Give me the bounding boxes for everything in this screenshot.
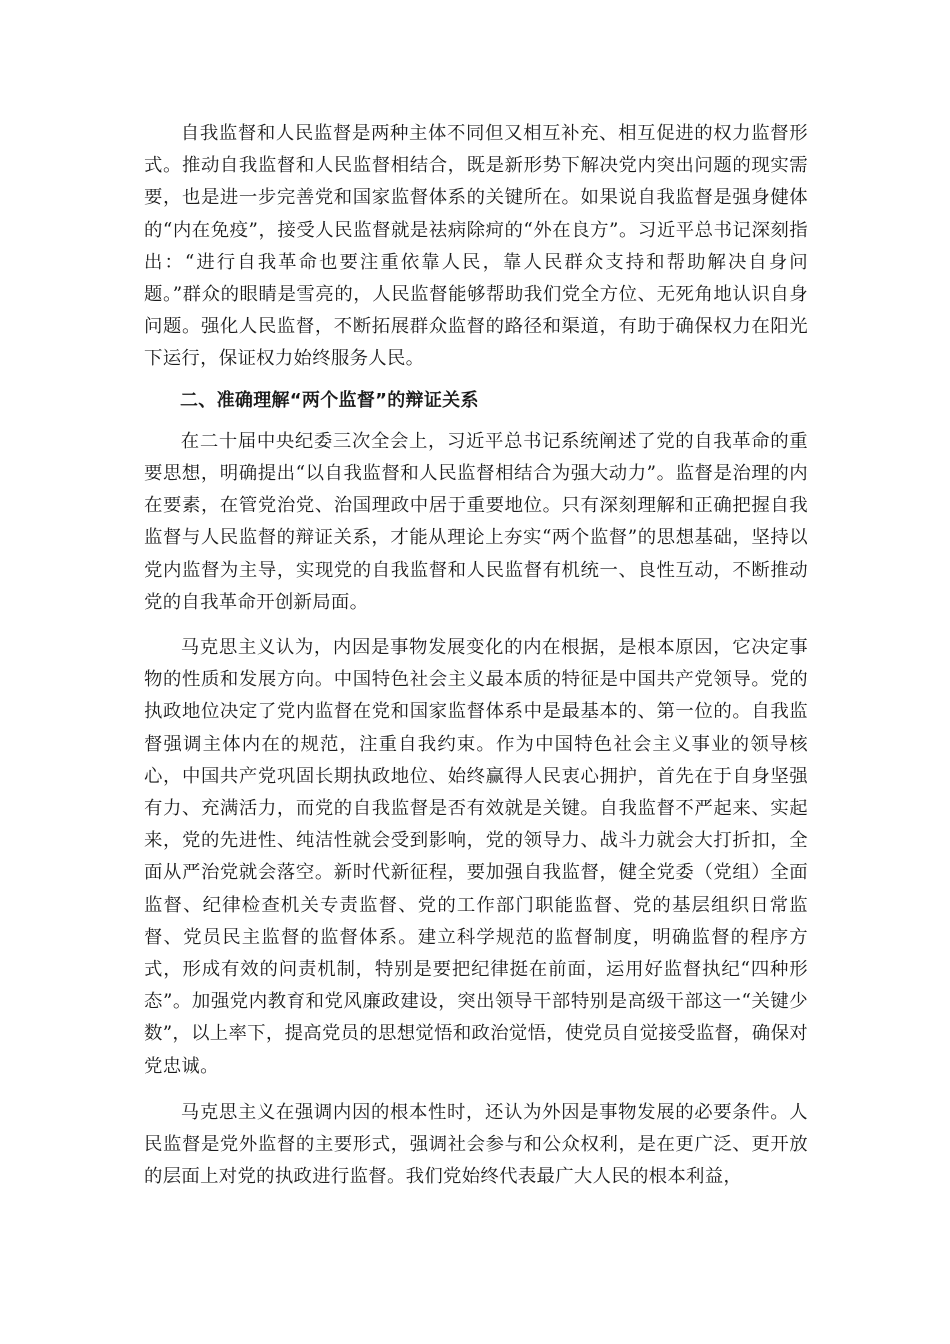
paragraph-self-and-people-supervision: 自我监督和人民监督是两种主体不同但又相互补充、相互促进的权力监督形式。推动自我监督和人民监督相结合，既是新形势下解决党内突出问题的现实需要，也是进一步完善党和国家监督体系的关键所在。如果说自我监督是强身健体的“内在免疫”，接受人民监督就是祛病除疴的“外在良方”。习近平总书记深刻指出：“进行自我革命也要注重依靠人民，靠人民群众支持和帮助解决自身问题。”群众的眼睛是雪亮的，人民监督能够帮助我们党全方位、无死角地认识自身问题。强化人民监督，不断拓展群众监督的路径和渠道，有助于确保权力在阳光下运行，保证权力始终服务人民。 [144, 123, 808, 370]
paragraph-third-plenary-session: 在二十届中央纪委三次全会上，习近平总书记系统阐述了党的自我革命的重要思想，明确提出“以自我监督和人民监督相结合为强大动力”。监督是治理的内在要素，在管党治党、治国理政中居于重要地位。只有深刻理解和正确把握自我监督与人民监督的辩证关系，才能从理论上夯实“两个监督”的思想基础，坚持以党内监督为主导，实现党的自我监督和人民监督有机统一、良性互动，不断推动党的自我革命开创新局面。 [144, 430, 808, 613]
section-heading-two-supervisions: 二、准确理解“两个监督”的辩证关系 [180, 389, 479, 411]
paragraph-external-cause: 马克思主义在强调内因的根本性时，还认为外因是事物发展的必要条件。人民监督是党外监督的主要形式，强调社会参与和公众权利，是在更广泛、更开放的层面上对党的执政进行监督。我们党始终代表最广大人民的根本利益， [144, 1101, 808, 1188]
paragraph-internal-cause: 马克思主义认为，内因是事物发展变化的内在根据，是根本原因，它决定事物的性质和发展方向。中国特色社会主义最本质的特征是中国共产党领导。党的执政地位决定了党内监督在党和国家监督体系中是最基本的、第一位的。自我监督强调主体内在的规范，注重自我约束。作为中国特色社会主义事业的领导核心，中国共产党巩固长期执政地位、始终赢得人民衷心拥护，首先在于自身坚强有力、充满活力，而党的自我监督是否有效就是关键。自我监督不严起来、实起来，党的先进性、纯洁性就会受到影响，党的领导力、战斗力就会大打折扣，全面从严治党就会落空。新时代新征程，要加强自我监督，健全党委（党组）全面监督、纪律检查机关专责监督、党的工作部门职能监督、党的基层组织日常监督、党员民主监督的监督体系。建立科学规范的监督制度，明确监督的程序方式，形成有效的问责机制，特别是要把纪律挺在前面，运用好监督执纪“四种形态”。加强党内教育和党风廉政建设，突出领导干部特别是高级干部这一“关键少数”，以上率下，提高党员的思想觉悟和政治觉悟，使党员自觉接受监督，确保对党忠诚。 [144, 637, 808, 1077]
document-page [144, 118, 808, 1194]
